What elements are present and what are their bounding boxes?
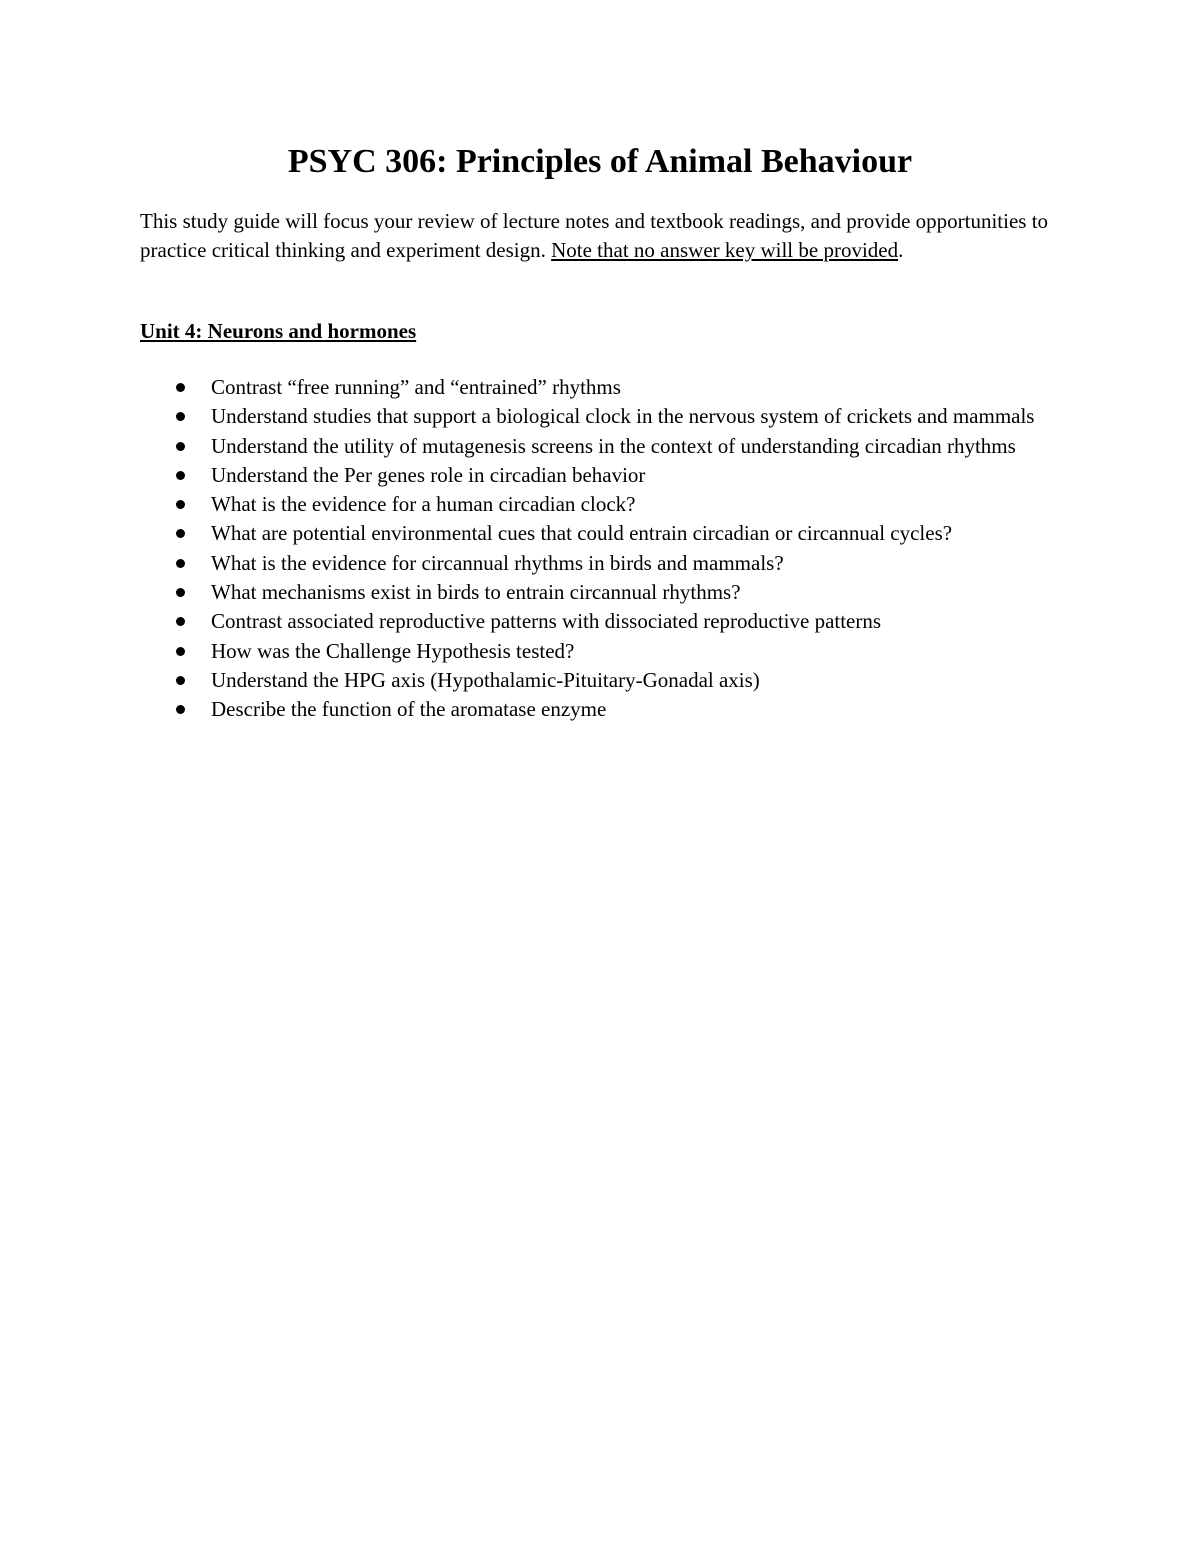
list-item-text: What is the evidence for a human circadian clock? xyxy=(211,492,636,517)
list-item-text: Understand the Per genes role in circadian behavior xyxy=(211,462,646,487)
list-item-text: What mechanisms exist in birds to entrain circannual rhythms? xyxy=(211,580,741,605)
bullet-icon xyxy=(176,705,185,714)
bullet-icon xyxy=(176,500,185,509)
list-item xyxy=(140,578,1070,606)
list-item xyxy=(140,402,1070,430)
bullet-icon xyxy=(176,412,185,421)
intro-text: This study guide will focus your review of lecture notes and textbook readings, and provide opportunities to practice critical thinking and experiment design. xyxy=(140,209,1049,262)
list-item-text: Contrast “free running” and “entrained” rhythms xyxy=(211,375,621,399)
list-item xyxy=(140,666,1070,694)
list-item-text: Understand the utility of mutagenesis screens in the context of understanding circadian rhythms xyxy=(211,433,1016,458)
list-item xyxy=(140,607,1070,635)
list-item xyxy=(140,461,1070,489)
bullet-icon xyxy=(176,529,185,538)
bullet-icon xyxy=(176,471,185,480)
list-item-text: What are potential environmental cues that could entrain circadian or circannual cycles? xyxy=(211,521,953,546)
intro-paragraph xyxy=(140,207,1070,265)
bullet-icon xyxy=(176,442,185,451)
list-item-text: How was the Challenge Hypothesis tested? xyxy=(211,638,575,663)
list-item-text: What is the evidence for circannual rhythms in birds and mammals? xyxy=(211,550,784,575)
list-item xyxy=(140,432,1070,460)
list-item-text: Understand the HPG axis (Hypothalamic-Pituitary-Gonadal axis) xyxy=(211,667,760,692)
bullet-icon xyxy=(176,676,185,685)
page-title: PSYC 306: Principles of Animal Behaviour xyxy=(287,143,913,180)
list-item-text: Contrast associated reproductive patterns with dissociated reproductive patterns xyxy=(211,609,882,634)
bullet-icon xyxy=(176,559,185,568)
list-item xyxy=(140,519,1070,547)
bullet-icon xyxy=(176,647,185,656)
list-item xyxy=(140,549,1070,577)
unit-heading: Unit 4: Neurons and hormones xyxy=(140,319,417,343)
list-item-text: Describe the function of the aromatase enzyme xyxy=(211,697,607,722)
list-item-text: Understand studies that support a biological clock in the nervous system of crickets and mammals xyxy=(211,404,1035,429)
bullet-icon xyxy=(176,588,185,597)
study-topics-list xyxy=(140,373,1070,725)
bullet-icon xyxy=(176,617,185,626)
answer-key-note: Note that no answer key will be provided xyxy=(551,238,899,262)
list-item xyxy=(140,695,1070,723)
intro-end: . xyxy=(898,238,904,262)
list-item xyxy=(140,373,1070,401)
list-item xyxy=(140,490,1070,518)
bullet-icon xyxy=(176,383,185,392)
list-item xyxy=(140,637,1070,665)
